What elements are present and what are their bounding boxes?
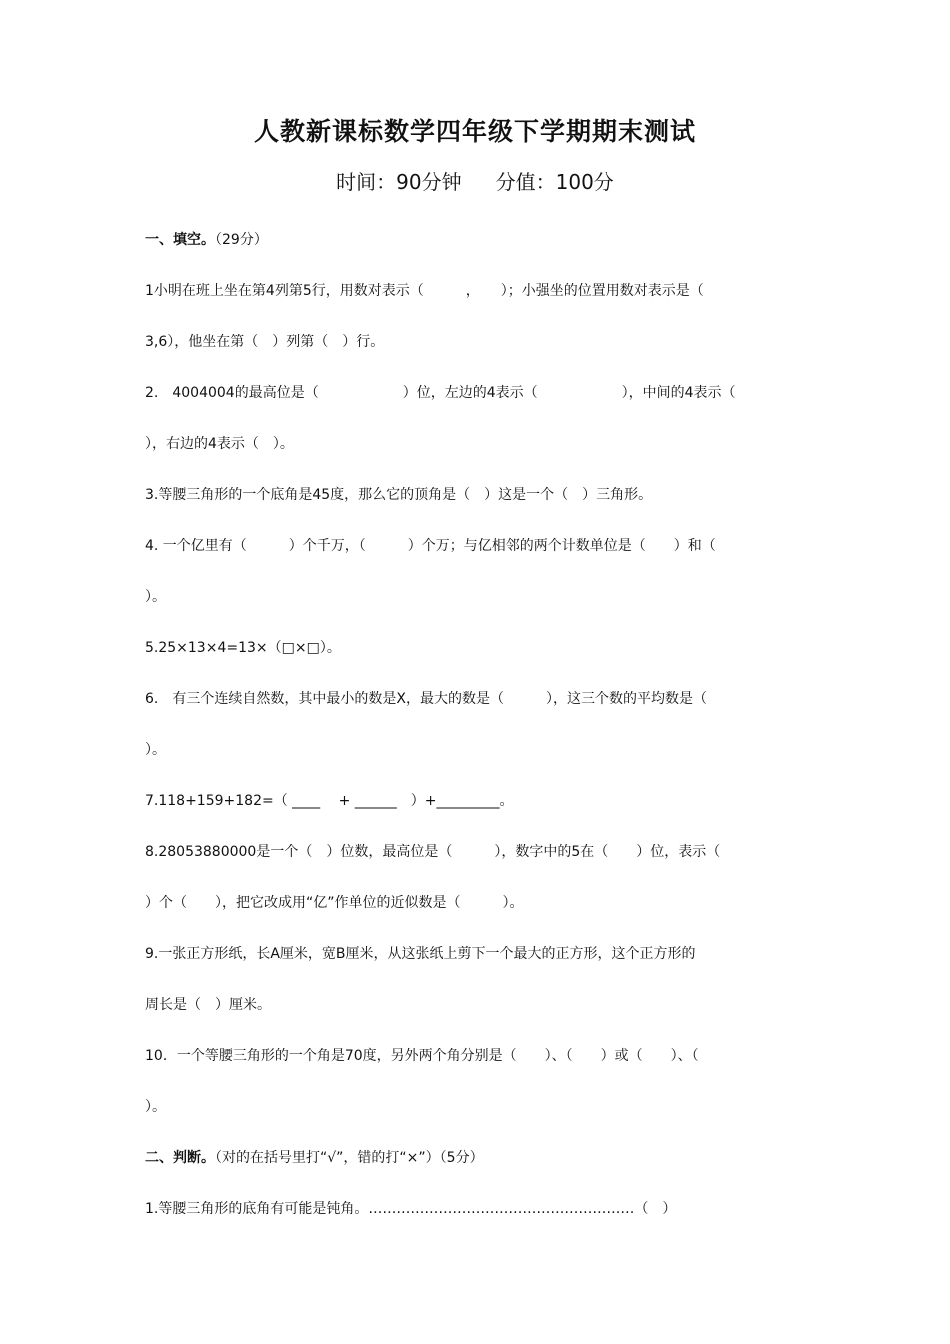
page-title: 人教新课标数学四年级下学期期末测试 bbox=[253, 117, 696, 146]
question-line: 1.等腰三角形的底角有可能是钝角。…………………………………………………（ ） bbox=[145, 1201, 677, 1217]
section-note: （对的在括号里打“√”，错的打“×”）（5分） bbox=[215, 1150, 484, 1166]
question-line: 3,6），他坐在第（ ）列第（ ）行。 bbox=[145, 334, 385, 350]
question-line: 5.25×13×4=13×（□×□）。 bbox=[145, 640, 341, 656]
question-line: ）。 bbox=[145, 589, 166, 605]
question-line: ）。 bbox=[145, 1099, 166, 1115]
exam-info bbox=[0, 166, 950, 195]
section-title: 一、填空。 bbox=[145, 232, 215, 248]
question-line: ）个（ ），把它改成用“亿”作单位的近似数是（ ）。 bbox=[145, 895, 524, 911]
question-line: ）。 bbox=[145, 742, 166, 758]
question-line: 9.一张正方形纸，长A厘米，宽B厘米，从这张纸上剪下一个最大的正方形，这个正方形的 bbox=[145, 946, 696, 962]
question-line: 8.28053880000是一个（ ）位数，最高位是（ ），数字中的5在（ ）位，表示（ bbox=[145, 844, 721, 860]
question-line: 1小明在班上坐在第4列第5行，用数对表示（ ， ）；小强坐的位置用数对表示是（ bbox=[145, 283, 704, 299]
section-heading-true-false bbox=[145, 1148, 825, 1168]
question-line: 周长是（ ）厘米。 bbox=[145, 997, 271, 1013]
question-line: ），右边的4表示（ ）。 bbox=[145, 436, 294, 452]
question-line: 4. 一个亿里有（ ）个千万，（ ）个万；与亿相邻的两个计数单位是（ ）和（ bbox=[145, 538, 716, 554]
section-note: （29分） bbox=[215, 232, 268, 248]
question-line: 2. 4004004的最高位是（ ）位，左边的4表示（ ），中间的4表示（ bbox=[145, 385, 736, 401]
question-line: 7.118+159+182=（ ____ + ______ ）+_________。 bbox=[145, 793, 514, 809]
question-line: 6. 有三个连续自然数，其中最小的数是X，最大的数是（ ），这三个数的平均数是（ bbox=[145, 691, 707, 707]
section-heading-fill-in bbox=[145, 230, 825, 250]
question-line: 3.等腰三角形的一个底角是45度，那么它的顶角是（ ）这是一个（ ）三角形。 bbox=[145, 487, 653, 503]
time-label: 时间：90分钟 bbox=[336, 170, 462, 194]
score-label: 分值：100分 bbox=[495, 170, 614, 194]
section-title: 二、判断。 bbox=[145, 1150, 215, 1166]
question-line: 10．一个等腰三角形的一个角是70度，另外两个角分别是（ ）、（ ）或（ ）、（ bbox=[145, 1048, 699, 1064]
